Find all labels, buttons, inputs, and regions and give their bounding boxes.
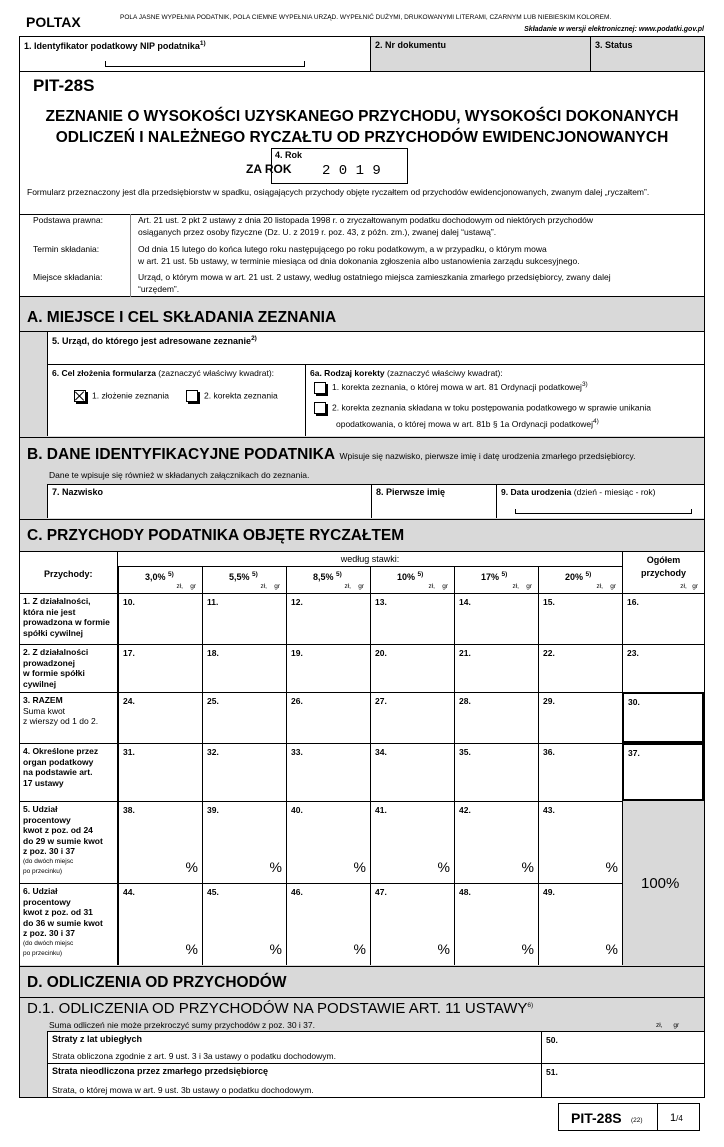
amount-field[interactable]	[370, 593, 454, 644]
percent-sign: %	[269, 859, 282, 875]
checkbox-icon[interactable]	[314, 382, 326, 394]
birth-date-label: 9. Data urodzenia (dzień - miesiąc - rok)	[501, 487, 656, 497]
basis-value: w art. 21 ust. 5b ustawy, w terminie miesiąca od dnia dokonania zgłoszenia albo ustanowienia zarządu sukcesyjnego.	[138, 256, 580, 266]
income-row-label	[20, 743, 118, 801]
divider	[130, 214, 131, 297]
amount-field[interactable]	[538, 801, 622, 883]
nip-field[interactable]	[20, 37, 371, 72]
percent-sign: %	[353, 859, 366, 875]
row-label-line: która nie jest	[23, 606, 76, 617]
field-number: 47.	[375, 887, 387, 897]
footer-page: 1/4	[670, 1112, 683, 1124]
income-table	[20, 551, 704, 965]
row-label-line: z poz. 30 i 37	[23, 928, 75, 938]
income-header-cell	[20, 551, 118, 593]
amount-field[interactable]	[538, 593, 622, 644]
surname-field[interactable]	[47, 484, 371, 518]
currency-units: zł, gr	[656, 1022, 680, 1029]
field-number: 45.	[207, 887, 219, 897]
basis-value: osiąganych przez osoby fizyczne (Dz. U. z 2019 r. poz. 43, z późn. zm.), zwanej dalej “ustawą”.	[138, 227, 497, 237]
currency-units: zł, gr	[428, 583, 448, 590]
field-number: 18.	[207, 648, 219, 658]
row-label-line: prowadzona w formie	[23, 617, 110, 627]
status-field	[591, 37, 704, 72]
percent-sign: %	[437, 859, 450, 875]
amount-field[interactable]	[454, 644, 538, 692]
amount-field[interactable]	[202, 883, 286, 965]
field-number: 29.	[543, 696, 555, 706]
percent-sign: %	[185, 941, 198, 957]
row-label-line: z wierszy od 1 do 2.	[23, 716, 99, 726]
field-number: 11.	[207, 597, 219, 607]
basis-key: Miejsce składania:	[33, 272, 103, 282]
section-d1-hint: Suma odliczeń nie może przekroczyć sumy przychodów z poz. 30 i 37.	[49, 1020, 315, 1030]
percent-sign: %	[185, 859, 198, 875]
field-number: 42.	[459, 805, 471, 815]
correction-opt2[interactable]: 2. korekta zeznania składana w toku postępowania podatkowego w sprawie unikania	[314, 402, 651, 414]
amount-field[interactable]	[370, 801, 454, 883]
footer-badge	[558, 1103, 700, 1131]
first-name-field[interactable]	[371, 484, 496, 518]
amount-field[interactable]	[118, 883, 202, 965]
first-name-label: 8. Pierwsze imię	[376, 487, 446, 497]
field-number: 17.	[123, 648, 135, 658]
amount-field[interactable]	[286, 692, 370, 743]
field-number: 34.	[375, 747, 387, 757]
za-rok-label: ZA ROK	[246, 162, 292, 176]
row-label-line: procentowy	[23, 814, 71, 825]
rate-label: 20% $^{5)}$	[565, 571, 592, 582]
electronic-site[interactable]: www.podatki.gov.pl	[638, 26, 704, 33]
amount-field[interactable]	[286, 644, 370, 692]
income-row-label	[20, 883, 118, 965]
electronic-note	[524, 26, 704, 33]
field-number: 16.	[627, 597, 639, 607]
footer-version: (22)	[631, 1117, 643, 1124]
title-block	[20, 72, 704, 297]
row-label-line: z poz. 30 i 37	[23, 846, 75, 856]
basis-value: Art. 21 ust. 2 pkt 2 ustawy z dnia 20 listopada 1998 r. o zryczałtowanym podatku dochodowym od niektórych przychodów	[138, 215, 593, 225]
total-header	[622, 551, 704, 593]
currency-units: zł, gr	[176, 583, 196, 590]
row-label-line: po przecinku)	[23, 868, 63, 875]
surname-label: 7. Nazwisko	[52, 487, 104, 497]
divider	[20, 437, 704, 438]
deduction-row-deceased	[47, 1063, 541, 1097]
income-row-label	[20, 644, 118, 692]
amount-field[interactable]	[370, 644, 454, 692]
checkbox-icon[interactable]	[186, 390, 198, 402]
basis-key: Termin składania:	[33, 244, 100, 254]
divider	[20, 519, 704, 520]
field-number: 25.	[207, 696, 219, 706]
form-title	[20, 106, 704, 148]
basis-value: “urzędem”.	[138, 284, 180, 294]
row-label-line: kwot z poz. od 31	[23, 907, 93, 917]
purpose-field	[47, 364, 305, 436]
field-number: 21.	[459, 648, 471, 658]
row-label-line: Suma kwot	[23, 705, 66, 716]
field-number: 22.	[543, 648, 555, 658]
section-a-title: A. MIEJSCE I CEL SKŁADANIA ZEZNANIA	[27, 309, 337, 326]
row-label-line: procentowy	[23, 896, 71, 907]
field-number: 27.	[375, 696, 387, 706]
income-row-label	[20, 593, 118, 644]
year-label: 4. Rok	[275, 150, 303, 160]
amount-field[interactable]	[454, 801, 538, 883]
amount-field[interactable]	[286, 743, 370, 801]
currency-units: zł, gr	[680, 583, 698, 590]
field-number: 51.	[546, 1067, 558, 1077]
nip-boxes	[105, 61, 305, 67]
field-50[interactable]	[541, 1031, 704, 1063]
field-number: 24.	[123, 696, 135, 706]
checkbox-icon[interactable]	[314, 402, 326, 414]
field-number: 50.	[546, 1035, 558, 1045]
row-label-line: kwot z poz. od 24	[23, 825, 93, 835]
amount-field[interactable]	[538, 743, 622, 801]
date-boxes	[515, 509, 692, 514]
section-b-hint2: Dane te wpisuje się również w składanych załącznikach do zeznania.	[49, 470, 310, 480]
office-field[interactable]	[47, 331, 704, 364]
section-b-hint: Wpisuje się nazwisko, pierwsze imię i datę urodzenia zmarłego przedsiębiorcy.	[339, 451, 636, 461]
section-c-title: C. PRZYCHODY PODATNIKA OBJĘTE RYCZAŁTEM	[27, 527, 405, 544]
amount-field[interactable]	[286, 883, 370, 965]
amount-field[interactable]	[454, 883, 538, 965]
rate-label: 8,5% $^{5)}$	[313, 571, 342, 582]
field-number: 32.	[207, 747, 219, 757]
divider	[20, 214, 704, 215]
amount-field[interactable]	[118, 801, 202, 883]
row-label-line: (do dwóch miejsc	[23, 857, 74, 865]
currency-units: zł, gr	[260, 583, 280, 590]
checkbox-checked-icon[interactable]	[74, 390, 86, 402]
row-label-line: 6. Udział	[23, 886, 58, 896]
currency-units: zł, gr	[512, 583, 532, 590]
field-number: 26.	[291, 696, 303, 706]
amount-field[interactable]	[622, 743, 704, 801]
doc-number-field	[371, 37, 591, 72]
rate-header-cell	[118, 566, 202, 593]
form-title-line1: ZEZNANIE O WYSOKOŚCI UZYSKANEGO PRZYCHODU, WYSOKOŚCI DOKONANYCH	[45, 108, 679, 125]
divider	[20, 966, 704, 967]
amount-field[interactable]	[286, 593, 370, 644]
field-number: 39.	[207, 805, 219, 815]
percent-sign: %	[605, 941, 618, 957]
divider	[20, 997, 704, 998]
percent-sign: %	[521, 941, 534, 957]
field-number: 23.	[627, 648, 639, 658]
amount-field[interactable]	[622, 644, 704, 692]
losses-desc: Strata obliczona zgodnie z art. 9 ust. 3 i 3a ustawy o podatku dochodowym.	[52, 1051, 336, 1061]
amount-field[interactable]	[370, 743, 454, 801]
field-number: 14.	[459, 597, 471, 607]
field-number: 37.	[628, 748, 640, 758]
field-number: 41.	[375, 805, 387, 815]
basis-value: Urząd, o którym mowa w art. 21 ust. 2 ustawy, według ostatniego miejsca zamieszkania zmarłego przedsiębiorcy, zwany dalej	[138, 272, 611, 282]
amount-field[interactable]	[118, 644, 202, 692]
row-label-line: 2. Z działalności	[23, 647, 89, 657]
intro-text: Formularz przeznaczony jest dla przedsiębiorstw w spadku, osiągających przychody objęte ryczałtem od przychodów ewidencjonowanych, zwanym dalej „ryczałtem”.	[27, 187, 650, 197]
amount-field[interactable]	[202, 743, 286, 801]
field-number: 10.	[123, 597, 135, 607]
currency-units: zł, gr	[596, 583, 616, 590]
field-number: 40.	[291, 805, 303, 815]
rate-group-header: według stawki:	[118, 551, 622, 566]
field-number: 46.	[291, 887, 303, 897]
instruction-note: POLA JASNE WYPEŁNIA PODATNIK, POLA CIEMNE WYPEŁNIA URZĄD. WYPEŁNIĆ DUŻYMI, DRUKOWANYMI LITERAMI, CZARNYM LUB NIEBIESKIM KOLOREM.	[120, 14, 612, 21]
amount-field[interactable]	[202, 593, 286, 644]
field-number: 15.	[543, 597, 555, 607]
status-label: 3. Status	[595, 40, 633, 50]
form-code: PIT-28S	[33, 76, 95, 95]
losses-title: Straty z lat ubiegłych	[52, 1034, 143, 1044]
amount-field[interactable]	[370, 883, 454, 965]
opt-correction[interactable]: 2. korekta zeznania	[186, 390, 278, 402]
rate-label: 3,0% $^{5)}$	[145, 571, 174, 582]
row-label-line: cywilnej	[23, 678, 57, 689]
percent-sign: %	[269, 941, 282, 957]
total-percent-value: 100%	[641, 875, 680, 892]
field-number: 33.	[291, 747, 303, 757]
amount-field[interactable]	[370, 692, 454, 743]
year-field[interactable]	[271, 148, 408, 184]
birth-date-field[interactable]	[496, 484, 704, 518]
year-value: 2 0 1 9	[322, 163, 381, 179]
row-label-line: 1. Z działalności,	[23, 596, 91, 606]
footer-code: PIT-28S	[571, 1110, 622, 1126]
row-label-line: 5. Udział	[23, 804, 58, 814]
row-label-line: do 36 w sumie kwot	[23, 917, 103, 928]
amount-field[interactable]	[622, 692, 704, 743]
field-number: 30.	[628, 697, 640, 707]
divider	[657, 1104, 658, 1130]
amount-field[interactable]	[202, 801, 286, 883]
total-header-label: Ogółem	[646, 555, 681, 565]
field-number: 36.	[543, 747, 555, 757]
field-number: 35.	[459, 747, 471, 757]
correction-type-label: 6a. Rodzaj korekty (zaznaczyć właściwy kwadrat):	[310, 368, 503, 378]
deceased-loss-title: Strata nieodliczona przez zmarłego przedsiębiorcę	[52, 1066, 269, 1076]
row-label-line: spółki cywilnej	[23, 627, 83, 638]
doc-number-label: 2. Nr dokumentu	[375, 40, 447, 50]
field-number: 48.	[459, 887, 471, 897]
amount-field[interactable]	[538, 644, 622, 692]
income-row-label	[20, 801, 118, 883]
row-label-line: (do dwóch miejsc	[23, 939, 74, 947]
correction-opt1[interactable]: 1. korekta zeznania, o której mowa w art. 81 Ordynacji podatkowej$^{3)}$	[314, 381, 588, 394]
row-label-line: do 29 w sumie kwot	[23, 835, 103, 846]
percent-sign: %	[437, 941, 450, 957]
section-b-header	[27, 446, 636, 464]
income-row-label	[20, 692, 118, 743]
field-number: 31.	[123, 747, 135, 757]
field-number: 12.	[291, 597, 303, 607]
row-label-line: prowadzonej	[23, 657, 75, 668]
row-label-line: 3. RAZEM	[23, 695, 63, 705]
amount-field[interactable]	[454, 692, 538, 743]
row-label-line: 17 ustawy	[23, 777, 64, 788]
rate-header-cell	[538, 566, 622, 593]
office-label: 5. Urząd, do którego jest adresowane zeznanie$^{2)}$	[52, 335, 257, 346]
form-title-line2: ODLICZEŃ I NALEŻNEGO RYCZAŁTU OD PRZYCHODÓW EWIDENCJONOWANYCH	[55, 129, 669, 146]
brand-logo: POLTAX	[26, 14, 81, 30]
field-number: 20.	[375, 648, 387, 658]
total-percent-cell	[622, 801, 704, 965]
rate-header-cell	[454, 566, 538, 593]
nip-label: 1. Identyfikator podatkowy NIP podatnika$^{1)}$	[24, 40, 206, 51]
correction-opt2-cont: opodatkowania, o której mowa w art. 81b § 1a Ordynacji podatkowej$^{4)}$	[336, 418, 599, 429]
electronic-label: Składanie w wersji elektronicznej:	[524, 26, 637, 33]
field-number: 13.	[375, 597, 387, 607]
field-51[interactable]	[541, 1063, 704, 1097]
rate-header-cell	[370, 566, 454, 593]
section-d-title: D. ODLICZENIA OD PRZYCHODÓW	[27, 974, 287, 991]
amount-field[interactable]	[538, 883, 622, 965]
percent-sign: %	[605, 859, 618, 875]
basis-value: Od dnia 15 lutego do końca lutego roku następującego po roku podatkowym, a w przypadku, o którym mowa	[138, 244, 547, 254]
field-number: 44.	[123, 887, 135, 897]
currency-units: zł, gr	[344, 583, 364, 590]
correction-type-field	[305, 364, 704, 436]
percent-sign: %	[353, 941, 366, 957]
amount-field[interactable]	[118, 743, 202, 801]
amount-field[interactable]	[622, 593, 704, 644]
opt-filing[interactable]: 1. złożenie zeznania	[74, 390, 169, 402]
field-number: 19.	[291, 648, 303, 658]
amount-field[interactable]	[202, 644, 286, 692]
deceased-loss-desc: Strata, o której mowa w art. 9 ust. 3b ustawy o podatku dochodowym.	[52, 1085, 314, 1095]
field-number: 49.	[543, 887, 555, 897]
amount-field[interactable]	[202, 692, 286, 743]
basis-key: Podstawa prawna:	[33, 215, 103, 225]
field-number: 43.	[543, 805, 555, 815]
rate-header-cell	[202, 566, 286, 593]
row-label-line: w formie spółki	[23, 668, 85, 678]
income-header-label: Przychody:	[44, 569, 93, 579]
field-number: 38.	[123, 805, 135, 815]
amount-field[interactable]	[118, 692, 202, 743]
section-d1-title: D.1. ODLICZENIA OD PRZYCHODÓW NA PODSTAWIE ART. 11 USTAWY$^{6)}$	[27, 1000, 534, 1017]
rate-label: 17% $^{5)}$	[481, 571, 508, 582]
rate-header-cell	[286, 566, 370, 593]
percent-sign: %	[521, 859, 534, 875]
amount-field[interactable]	[118, 593, 202, 644]
row-label-line: 4. Określone przez	[23, 746, 99, 756]
rate-label: 5,5% $^{5)}$	[229, 571, 258, 582]
field-number: 28.	[459, 696, 471, 706]
row-label-line: organ podatkowy	[23, 756, 94, 767]
total-header-label2: przychody	[640, 568, 686, 578]
amount-field[interactable]	[286, 801, 370, 883]
section-b-title: B. DANE IDENTYFIKACYJNE PODATNIKA	[27, 446, 336, 463]
rate-label: 10% $^{5)}$	[397, 571, 424, 582]
deduction-row-losses	[47, 1031, 541, 1063]
row-label-line: na podstawie art.	[23, 767, 93, 777]
amount-field[interactable]	[454, 593, 538, 644]
amount-field[interactable]	[538, 692, 622, 743]
amount-field[interactable]	[454, 743, 538, 801]
row-label-line: po przecinku)	[23, 950, 63, 957]
purpose-label: 6. Cel złożenia formularza (zaznaczyć właściwy kwadrat):	[52, 368, 275, 378]
